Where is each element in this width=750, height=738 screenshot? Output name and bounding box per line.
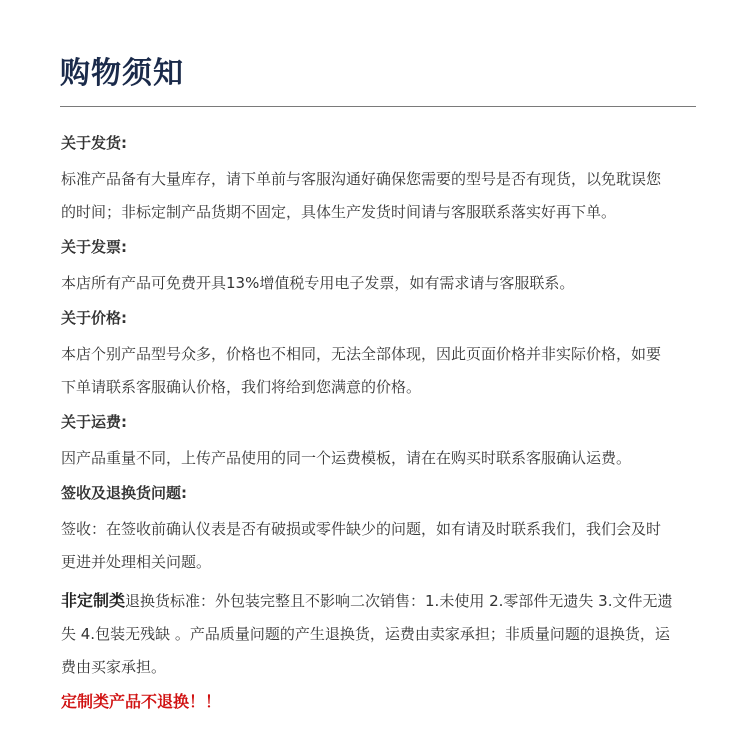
return-policy-section — [61, 584, 695, 684]
price-heading: 关于价格: — [61, 309, 127, 327]
receipt-returns-section — [61, 480, 695, 579]
receipt-returns-heading: 签收及退换货问题: — [61, 484, 187, 502]
shipping-text-line-1: 标准产品备有大量库存，请下单前与客服沟通好确保您需要的型号是否有现货，以免耽误您 — [61, 170, 662, 188]
invoice-text-line-1: 本店所有产品可免费开具13%增值税专用电子发票，如有需求请与客服联系。 — [61, 274, 575, 292]
custom-no-return-warning: 定制类产品不退换！！ — [61, 692, 222, 711]
freight-heading: 关于运费: — [61, 413, 127, 431]
invoice-section — [61, 234, 695, 300]
price-section — [61, 305, 695, 404]
return-policy-line-1 — [61, 584, 695, 618]
receipt-text-line-2: 更进并处理相关问题。 — [61, 553, 212, 571]
receipt-text-line-1: 签收：在签收前确认仪表是否有破损或零件缺少的问题，如有请及时联系我们，我们会及时 — [61, 520, 662, 538]
title-divider — [60, 106, 696, 107]
page-title: 购物须知 — [60, 56, 184, 91]
return-policy-lead: 非定制类 — [61, 591, 126, 610]
price-text-line-2: 下单请联系客服确认价格，我们将给到您满意的价格。 — [61, 378, 422, 396]
freight-section — [61, 409, 695, 475]
return-policy-line-2: 失 4.包装无残缺 。产品质量问题的产生退换货，运费由卖家承担；非质量问题的退换货，运 — [61, 625, 670, 643]
return-policy-line-1-text: 退换货标准：外包装完整且不影响二次销售：1.未使用 2.零部件无遗失 3.文件无遗 — [125, 592, 673, 610]
return-policy-line-3: 费由买家承担。 — [61, 658, 167, 676]
price-text-line-1: 本店个别产品型号众多，价格也不相同，无法全部体现，因此页面价格并非实际价格，如要 — [61, 345, 662, 363]
notice-content — [61, 130, 695, 715]
invoice-heading: 关于发票: — [61, 238, 127, 256]
shipping-text-line-2: 的时间；非标定制产品货期不固定，具体生产发货时间请与客服联系落实好再下单。 — [61, 203, 617, 221]
shipping-heading: 关于发货: — [61, 134, 127, 152]
shipping-section — [61, 130, 695, 229]
freight-text-line-1: 因产品重量不同，上传产品使用的同一个运费模板，请在在购买时联系客服确认运费。 — [61, 449, 632, 467]
